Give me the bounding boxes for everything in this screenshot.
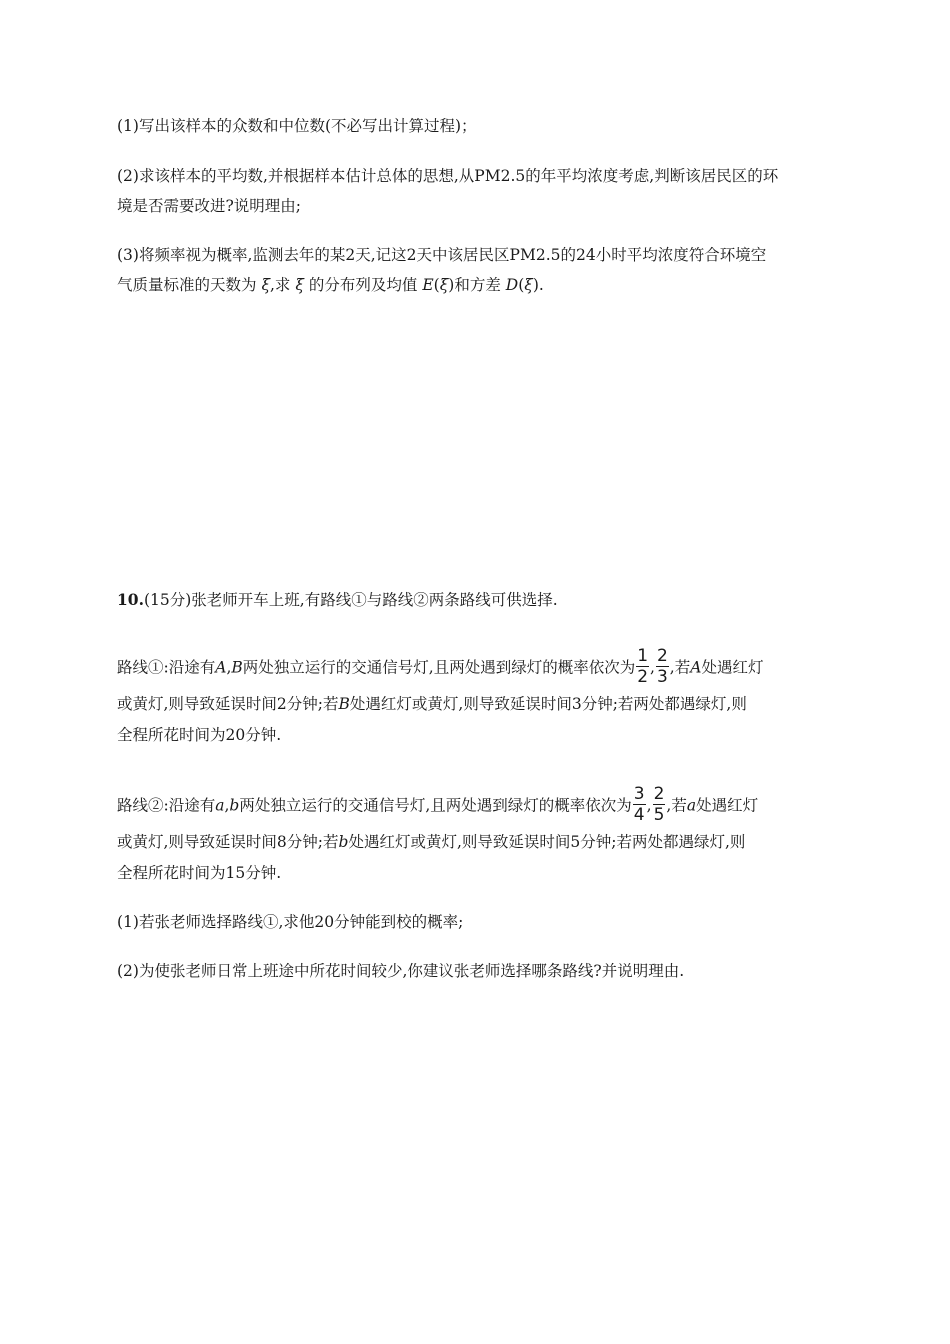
xi-symbol: ξ (439, 276, 449, 294)
fraction-3-4: $\frac{3}{4}$ (633, 784, 645, 825)
variance-symbol: D (505, 276, 519, 294)
xi-symbol: ξ (524, 276, 533, 294)
route-2-line-1: 路线②:沿途有a,b两处独立运行的交通信号灯,且两处遇到绿灯的概率依次为 $\frac{3}{4}$ , $\frac{2}{5}$ ,若a处遇红灯 (117, 784, 759, 825)
problem-10-question-2: (2)为使张老师日常上班途中所花时间较少,你建议张老师选择哪条路线?并说明理由. (117, 962, 685, 980)
expectation-symbol: E (422, 276, 434, 294)
question-2-line-2: 境是否需要改进?说明理由; (117, 197, 302, 215)
fraction-2-5: $\frac{2}{5}$ (653, 784, 665, 825)
fraction-1-2: $\frac{1}{2}$ (637, 646, 649, 687)
problem-10-question-1: (1)若张老师选择路线①,求他20分钟能到校的概率; (117, 913, 464, 931)
fraction-2-3: $\frac{2}{3}$ (656, 646, 668, 687)
problem-10-intro: 10.(15分)张老师开车上班,有路线①与路线②两条路线可供选择. (117, 590, 558, 609)
question-3-line-2: 气质量标准的天数为 ξ,求 ξ 的分布列及均值 E(ξ)和方差 D(ξ). (117, 276, 544, 294)
xi-symbol: ξ (261, 276, 270, 294)
route-1-line-2: 或黄灯,则导致延误时间2分钟;若B处遇红灯或黄灯,则导致延误时间3分钟;若两处都遇绿灯,则 (117, 695, 747, 713)
route-2-line-2: 或黄灯,则导致延误时间8分钟;若b处遇红灯或黄灯,则导致延误时间5分钟;若两处都遇绿灯,则 (117, 833, 746, 851)
question-2-line-1: (2)求该样本的平均数,并根据样本估计总体的思想,从PM2.5的年平均浓度考虑,判断该居民区的环 (117, 167, 779, 185)
question-1: (1)写出该样本的众数和中位数(不必写出计算过程)； (117, 117, 477, 135)
question-3-line-1: (3)将频率视为概率,监测去年的某2天,记这2天中该居民区PM2.5的24小时平均浓度符合环境空 (117, 246, 767, 264)
route-2-line-3: 全程所花时间为15分钟. (117, 864, 282, 882)
xi-symbol: ξ (295, 276, 304, 294)
problem-number: 10. (117, 590, 144, 609)
route-1-line-3: 全程所花时间为20分钟. (117, 726, 282, 744)
route-1-line-1: 路线①:沿途有A,B两处独立运行的交通信号灯,且两处遇到绿灯的概率依次为 $\frac{1}{2}$ , $\frac{2}{3}$ ,若A处遇红灯 (117, 646, 764, 687)
